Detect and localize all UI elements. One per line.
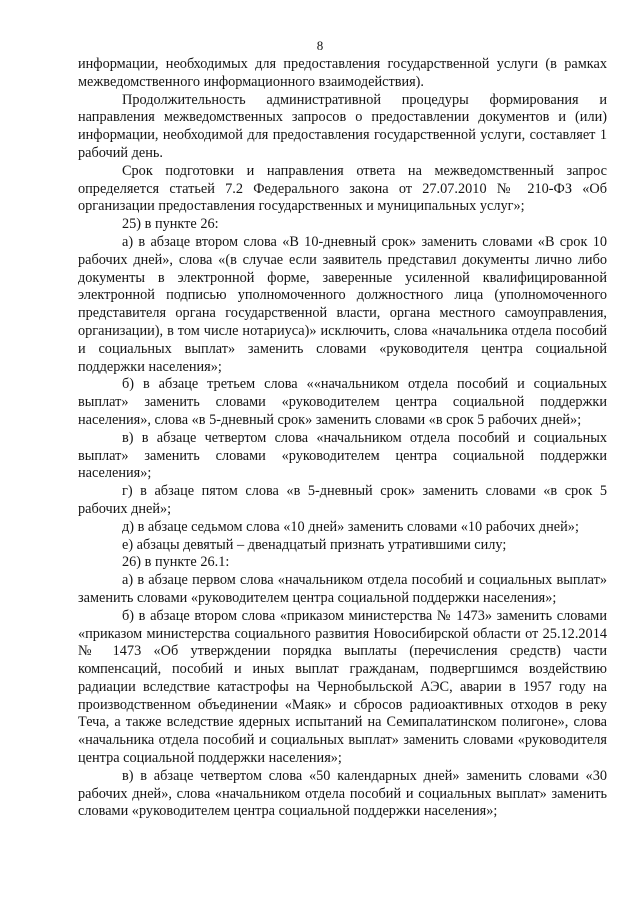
paragraph-item-25: 25) в пункте 26: [122,216,219,233]
paragraph-item-26: 26) в пункте 26.1: [122,554,230,571]
paragraph-response-deadline: Срок подготовки и направления ответа на межведомственный запрос определяется статьей 7.2 Федерального закона от 27.07.2010 № 210-ФЗ «Об организации предоставления государственных и муниципальных услуг»; [78,162,607,215]
paragraph-item-25v: в) в абзаце четвертом слова «начальником отдела пособий и социальных выплат» заменить словами «руководителем центра социальной поддержки населения»; [78,429,607,482]
document-body [78,56,607,821]
page-number: 8 [316,38,324,53]
paragraph-item-25e: е) абзацы девятый – двенадцатый признать утратившими силу; [122,536,507,553]
paragraph-item-26a: а) в абзаце первом слова «начальником отдела пособий и социальных выплат» заменить словами «руководителем центра социальной поддержки населения»; [78,572,607,606]
paragraph-procedure-duration: Продолжительность административной процедуры формирования и направления межведомственных запросов о предоставлении документов и (или) информации, необходимой для предоставления государственной услуги, составляет 1 рабочий день. [78,91,607,161]
paragraph-item-25b: б) в абзаце третьем слова ««начальником отдела пособий и социальных выплат» заменить словами «руководителем центра социальной поддержки населения», слова «в 5-дневный срок» заменить словами «в срок 5 рабочих дней»; [78,376,607,428]
paragraph-item-26b: б) в абзаце втором слова «приказом министерства № 1473» заменить словами «приказом министерства социального развития Новосибирской области от 25.12.2014 № 1473 «Об утверждении порядка выплаты (перечисления средств) части компенсаций, пособий и иных выплат гражданам, подвергшимся воздействию радиации вследствие катастрофы на Чернобыльской АЭС, аварии в 1957 году на производственном объединении «Маяк» и сбросов радиоактивных отходов в реку Теча, а также вследствие ядерных испытаний на Семипалатинском полигоне», слова «начальника отдела пособий и социальных выплат» заменить словами «руководителя центра социальной поддержки населения»; [78,607,607,767]
paragraph-item-25a: а) в абзаце втором слова «В 10-дневный срок» заменить словами «В срок 10 рабочих дней», слова «(в случае если заявитель представил документы лично либо документы в электронной форме, заверенные усиленной квалифицированной электронной подписью уполномоченного должностного лица (уполномоченного представителя органа государственной власти, органа местного самоуправления, организации), в том числе нотариуса)» исключить, слова «начальника отдела пособий и социальных выплат» заменить словами «руководителя центра социальной поддержки населения»; [78,233,607,375]
paragraph-item-26v: в) в абзаце четвертом слова «50 календарных дней» заменить словами «30 рабочих дней», слова «начальником отдела пособий и социальных выплат» заменить словами «руководителем центра социальной поддержки населения»; [78,767,607,820]
paragraph-item-25g: г) в абзаце пятом слова «в 5-дневный срок» заменить словами «в срок 5 рабочих дней»; [78,483,607,517]
paragraph-continuation: информации, необходимых для предоставления государственной услуги (в рамках межведомственного информационного взаимодействия). [78,56,607,90]
paragraph-item-25d: д) в абзаце седьмом слова «10 дней» заменить словами «10 рабочих дней»; [122,518,579,535]
